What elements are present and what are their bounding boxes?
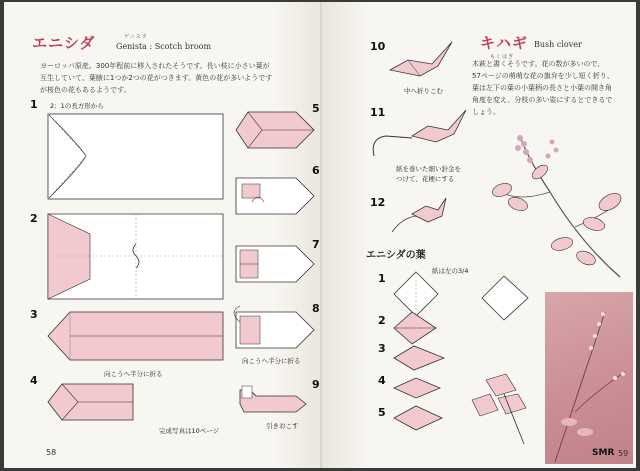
- step-label: 向こうへ半分に折る: [242, 357, 301, 365]
- step1-diagram: [48, 114, 228, 204]
- photo-reference: 完成写真は10ページ: [159, 427, 220, 435]
- paragraph-line: しょう。: [472, 108, 500, 116]
- step-number: 12: [370, 196, 386, 209]
- step-label: 2：1の長方形から: [50, 102, 104, 110]
- bush-clover-photo: [545, 292, 633, 464]
- page-title: キハギ: [480, 34, 529, 52]
- step-number: 1: [30, 98, 38, 111]
- intro-paragraph: [40, 60, 320, 96]
- page-subtitle: Genista : Scotch broom: [116, 42, 212, 51]
- step-label: つけて、花梗にする: [396, 175, 455, 183]
- step-number: 3: [378, 342, 386, 355]
- step-number: 11: [370, 106, 386, 119]
- step4-diagram: [48, 384, 138, 424]
- page-right: [322, 2, 636, 468]
- page-number: 59: [618, 449, 629, 458]
- step-label: 引きおこす: [266, 422, 299, 430]
- step-label: 向こうへ半分に折る: [104, 370, 163, 378]
- leaf-section-title: エニシダの葉: [366, 250, 426, 261]
- step7-diagram: [236, 246, 316, 286]
- step9-diagram: [240, 386, 315, 416]
- photo-plant-sprigs: [545, 292, 633, 464]
- step-number: 5: [378, 406, 386, 419]
- step-number: 7: [312, 238, 320, 251]
- step-label: 中へ折りこむ: [404, 87, 443, 95]
- page-left: [4, 2, 322, 468]
- leaf-step3-diagram: [394, 346, 454, 376]
- step-number: 4: [30, 374, 38, 387]
- step-number: 4: [378, 374, 386, 387]
- page-title: エニシダ: [32, 34, 96, 52]
- paragraph-line: 角度を変え、分枝の多い姿にするとできるで: [472, 96, 613, 104]
- step5-diagram: [236, 112, 316, 152]
- step-number: 6: [312, 164, 320, 177]
- step11-diagram: [372, 108, 472, 160]
- step-number: 3: [30, 308, 38, 321]
- step-number: 2: [30, 212, 38, 225]
- step12-diagram: [390, 198, 450, 234]
- step-number: 9: [312, 378, 320, 391]
- paragraph-line: 葉は左下の葉の小葉柄の長さと小葉の開き角: [472, 84, 612, 92]
- step-number: 1: [378, 272, 386, 285]
- paragraph-line: ヨーロッパ原産。300年程前に移入されたそうです。長い枝に小さい葉が: [40, 62, 270, 70]
- step-number: 10: [370, 40, 386, 53]
- paragraph-line: 互生していて、葉腋に1つか2つの花がつきます。黄色の花が多いようです: [40, 74, 273, 82]
- page-subtitle: Bush clover: [534, 40, 582, 49]
- page-number: 58: [46, 448, 57, 457]
- step3-diagram: [48, 312, 228, 367]
- scanner-watermark: SMR: [592, 448, 615, 458]
- paragraph-line: 57ページの萌萌な花の旗弁を少し短く折り、: [472, 72, 614, 80]
- step8-diagram: [236, 312, 316, 352]
- paragraph-line: が桜色の花もあるようです。: [40, 86, 131, 94]
- leaf-step2-diagram: [394, 312, 454, 348]
- bush-clover-illustration: [490, 132, 630, 282]
- ruby-text: もくはぎ: [490, 54, 515, 60]
- step10-diagram: [390, 40, 460, 82]
- book-spread: [4, 2, 636, 468]
- step6-diagram: [236, 178, 316, 218]
- leaf-step5-diagram: [394, 404, 454, 434]
- intro-paragraph: [472, 58, 634, 118]
- step-label: 紙を巻いた細い針金を: [396, 165, 461, 173]
- step-label: 紙は左の3/4: [432, 267, 469, 275]
- step-number: 2: [378, 314, 386, 327]
- ruby-text: ゲニスタ: [124, 34, 148, 40]
- step-number: 8: [312, 302, 320, 315]
- step-number: 5: [312, 102, 320, 115]
- paragraph-line: 木萩と書くそうです。花の数が多いので、: [472, 60, 605, 68]
- step2-diagram: [48, 214, 228, 304]
